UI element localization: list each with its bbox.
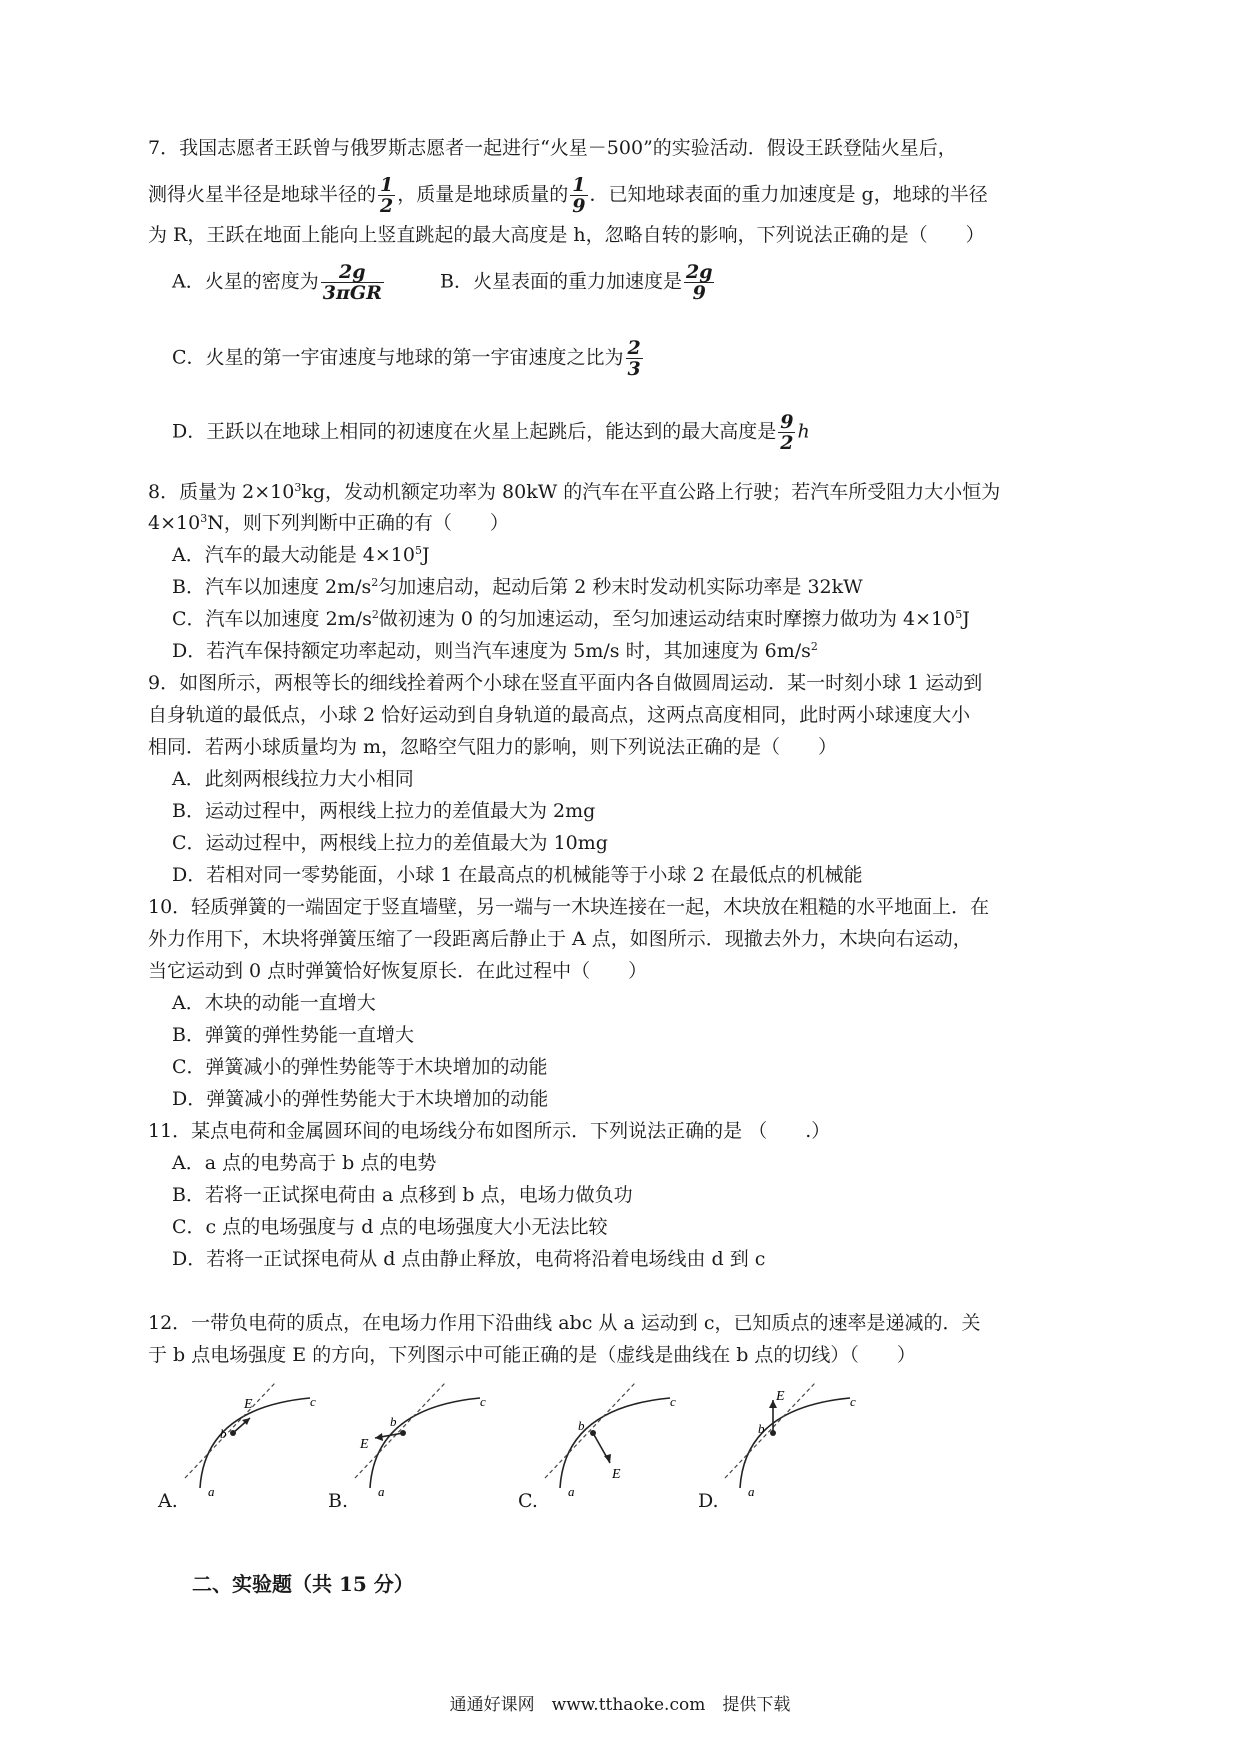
diagram-label: C. [518,1490,538,1512]
exponent: 5 [955,608,963,621]
diagram-label: B. [328,1490,349,1512]
q7-option-d-fraction [778,412,795,453]
point-b-label: b [758,1421,765,1436]
q12-diagrams [160,1378,920,1558]
diagram-label: A. [158,1490,178,1512]
exponent: 3 [294,481,302,494]
q9-option-c: C．运动过程中，两根线上拉力的差值最大为 10mg [172,832,608,854]
q10-option-d: D．弹簧减小的弹性势能大于木块增加的动能 [172,1088,549,1110]
point-c-label: c [480,1394,486,1409]
q10-option-b: B．弹簧的弹性势能一直增大 [172,1024,414,1046]
q7-line3: 为 R，王跃在地面上能向上竖直跳起的最大高度是 h，忽略自转的影响，下列说法正确的是（ ） [148,224,985,246]
trajectory-figure [330,1378,500,1498]
q7-line2-text-b: ，质量是地球质量的 [397,183,569,206]
frac-denominator: 9 [692,282,706,304]
exponent: 5 [414,544,422,557]
q10-option-c: C．弹簧减小的弹性势能等于木块增加的动能 [172,1056,548,1078]
q7-option-d-text: D．王跃以在地球上相同的初速度在火星上起跳后，能达到的最大高度是 [172,420,777,443]
frac-denominator: 2 [780,432,794,454]
q7-option-a-fraction [321,262,384,303]
q8-line2-a: 4×10 [148,512,201,534]
q8-option-b [172,572,863,602]
exponent: 2 [371,608,379,621]
q12-diagram-a [160,1378,330,1548]
point-a-label: a [208,1484,215,1498]
frac-numerator: 9 [780,411,794,433]
trajectory-figure [700,1378,870,1498]
q10-line3: 当它运动到 0 点时弹簧恰好恢复原长．在此过程中（ ） [148,960,648,982]
q9-option-a: A．此刻两根线拉力大小相同 [172,768,414,790]
q10-line1: 10．轻质弹簧的一端固定于竖直墙壁，另一端与一木块连接在一起，木块放在粗糙的水平地面上．在 [148,896,990,918]
point-c-label: c [850,1394,856,1409]
field-e-label: E [612,1467,621,1482]
frac-numerator: 1 [380,174,394,196]
frac-numerator: 2 [627,337,641,359]
q7-line1: 7．我国志愿者王跃曾与俄罗斯志愿者一起进行“火星－500”的实验活动．假设王跃登陆火星后， [148,137,957,159]
exponent: 2 [371,576,379,589]
q8-line1-b: kg，发动机额定功率为 80kW 的汽车在平直公路上行驶；若汽车所受阻力大小恒为 [301,481,1001,503]
diagram-label: D. [698,1490,719,1512]
q8-line1 [148,477,1000,507]
point-c-label: c [310,1394,316,1409]
q8-option-c [172,604,970,634]
q7-fraction-radius [378,175,395,216]
exponent: 2 [810,640,818,653]
q9-line2: 自身轨道的最低点，小球 2 恰好运动到自身轨道的最高点，这两点高度相同，此时两小球速度大小 [148,704,971,726]
q12-diagram-d [700,1378,870,1548]
q7-line2-text-a: 测得火星半径是地球半径的 [148,183,377,206]
frac-denominator: 3 [627,358,641,380]
q9-line3: 相同．若两小球质量均为 m，忽略空气阻力的影响，则下列说法正确的是（ ） [148,736,838,758]
q11-option-d: D．若将一正试探电荷从 d 点由静止释放，电荷将沿着电场线由 d 到 c [172,1248,766,1270]
q11-option-c: C．c 点的电场强度与 d 点的电场强度大小无法比较 [172,1216,608,1238]
q10-line2: 外力作用下，木块将弹簧压缩了一段距离后静止于 A 点，如图所示．现撤去外力，木块向右运动， [148,928,972,950]
q8-option-d [172,636,818,666]
q9-option-d: D．若相对同一零势能面，小球 1 在最高点的机械能等于小球 2 在最低点的机械能 [172,864,863,886]
frac-denominator: 3πGR [322,282,382,304]
trajectory-figure [520,1378,690,1498]
q8-option-d-text: D．若汽车保持额定功率起动，则当汽车速度为 5m/s 时，其加速度为 6m/s [172,640,811,662]
q7-option-d-variable: h [797,420,810,443]
q12-line2: 于 b 点电场强度 E 的方向，下列图示中可能正确的是（虚线是曲线在 b 点的切线）（ ） [148,1344,916,1366]
q7-fraction-mass [570,175,587,216]
frac-denominator: 9 [572,195,586,217]
q8-option-c-text-b: 做初速为 0 的匀加速运动，至匀加速运动结束时摩擦力做功为 4×10 [378,608,956,630]
field-e-label: E [776,1389,785,1404]
q8-option-b-text-b: 匀加速启动，起动后第 2 秒末时发动机实际功率是 32kW [378,576,863,598]
frac-denominator: 2 [380,195,394,217]
q10-option-a: A．木块的动能一直增大 [172,992,376,1014]
q12-diagram-c [520,1378,690,1548]
point-a-label: a [748,1484,755,1498]
footer-download-credit: 通通好课网 www.tthaoke.com 提供下载 [449,1695,791,1715]
point-b-label: b [578,1418,585,1433]
q7-option-d [172,412,810,453]
point-a-label: a [378,1484,385,1498]
trajectory-figure [160,1378,330,1498]
point-a-label: a [568,1484,575,1498]
frac-numerator: 2g [321,262,384,283]
q9-line1: 9．如图所示，两根等长的细线拴着两个小球在竖直平面内各自做圆周运动．某一时刻小球 1 运动到 [148,672,983,694]
point-b-label: b [220,1426,227,1441]
point-b-label: b [390,1414,397,1429]
q12-line1: 12．一带负电荷的质点，在电场力作用下沿曲线 abc 从 a 运动到 c，已知质点的速率是递减的．关 [148,1312,981,1334]
q11-option-b: B．若将一正试探电荷由 a 点移到 b 点，电场力做负功 [172,1184,633,1206]
q8-option-c-text-a: C．汽车以加速度 2m/s [172,608,372,630]
section-heading-experiment: 二、实验题（共 15 分） [192,1572,414,1596]
frac-numerator: 2g [685,261,713,283]
q7-option-b-text: B．火星表面的重力加速度是 [440,270,682,293]
point-c-label: c [670,1394,676,1409]
q8-option-a [172,540,430,570]
q7-line2 [148,175,988,216]
q7-option-c-text: C．火星的第一宇宙速度与地球的第一宇宙速度之比为 [172,346,624,369]
q9-option-b: B．运动过程中，两根线上拉力的差值最大为 2mg [172,800,596,822]
q11-option-a: A．a 点的电势高于 b 点的电势 [172,1152,437,1174]
q8-option-a-text: A．汽车的最大动能是 4×10 [172,544,415,566]
q7-option-b-fraction [684,262,715,303]
q7-option-b [440,262,716,303]
q8-option-b-text-a: B．汽车以加速度 2m/s [172,576,372,598]
q8-line1-a: 8．质量为 2×10 [148,481,295,503]
exponent: 3 [200,512,208,525]
q12-diagram-b [330,1378,500,1548]
q11-line1: 11．某点电荷和金属圆环间的电场线分布如图所示．下列说法正确的是 （ .） [148,1120,831,1142]
q7-option-a-text: A．火星的密度为 [172,270,319,293]
q8-line2 [148,508,509,538]
q8-option-a-unit: J [421,544,430,566]
q7-option-c [172,338,645,379]
q7-option-a [172,262,386,303]
q7-line2-text-c: ．已知地球表面的重力加速度是 g，地球的半径 [589,183,988,206]
q8-option-c-unit: J [962,608,970,630]
field-e-label: E [244,1397,253,1412]
q7-option-c-fraction [626,338,643,379]
frac-numerator: 1 [572,174,586,196]
field-e-label: E [360,1437,369,1452]
q8-line2-b: N，则下列判断中正确的有（ ） [207,512,509,534]
